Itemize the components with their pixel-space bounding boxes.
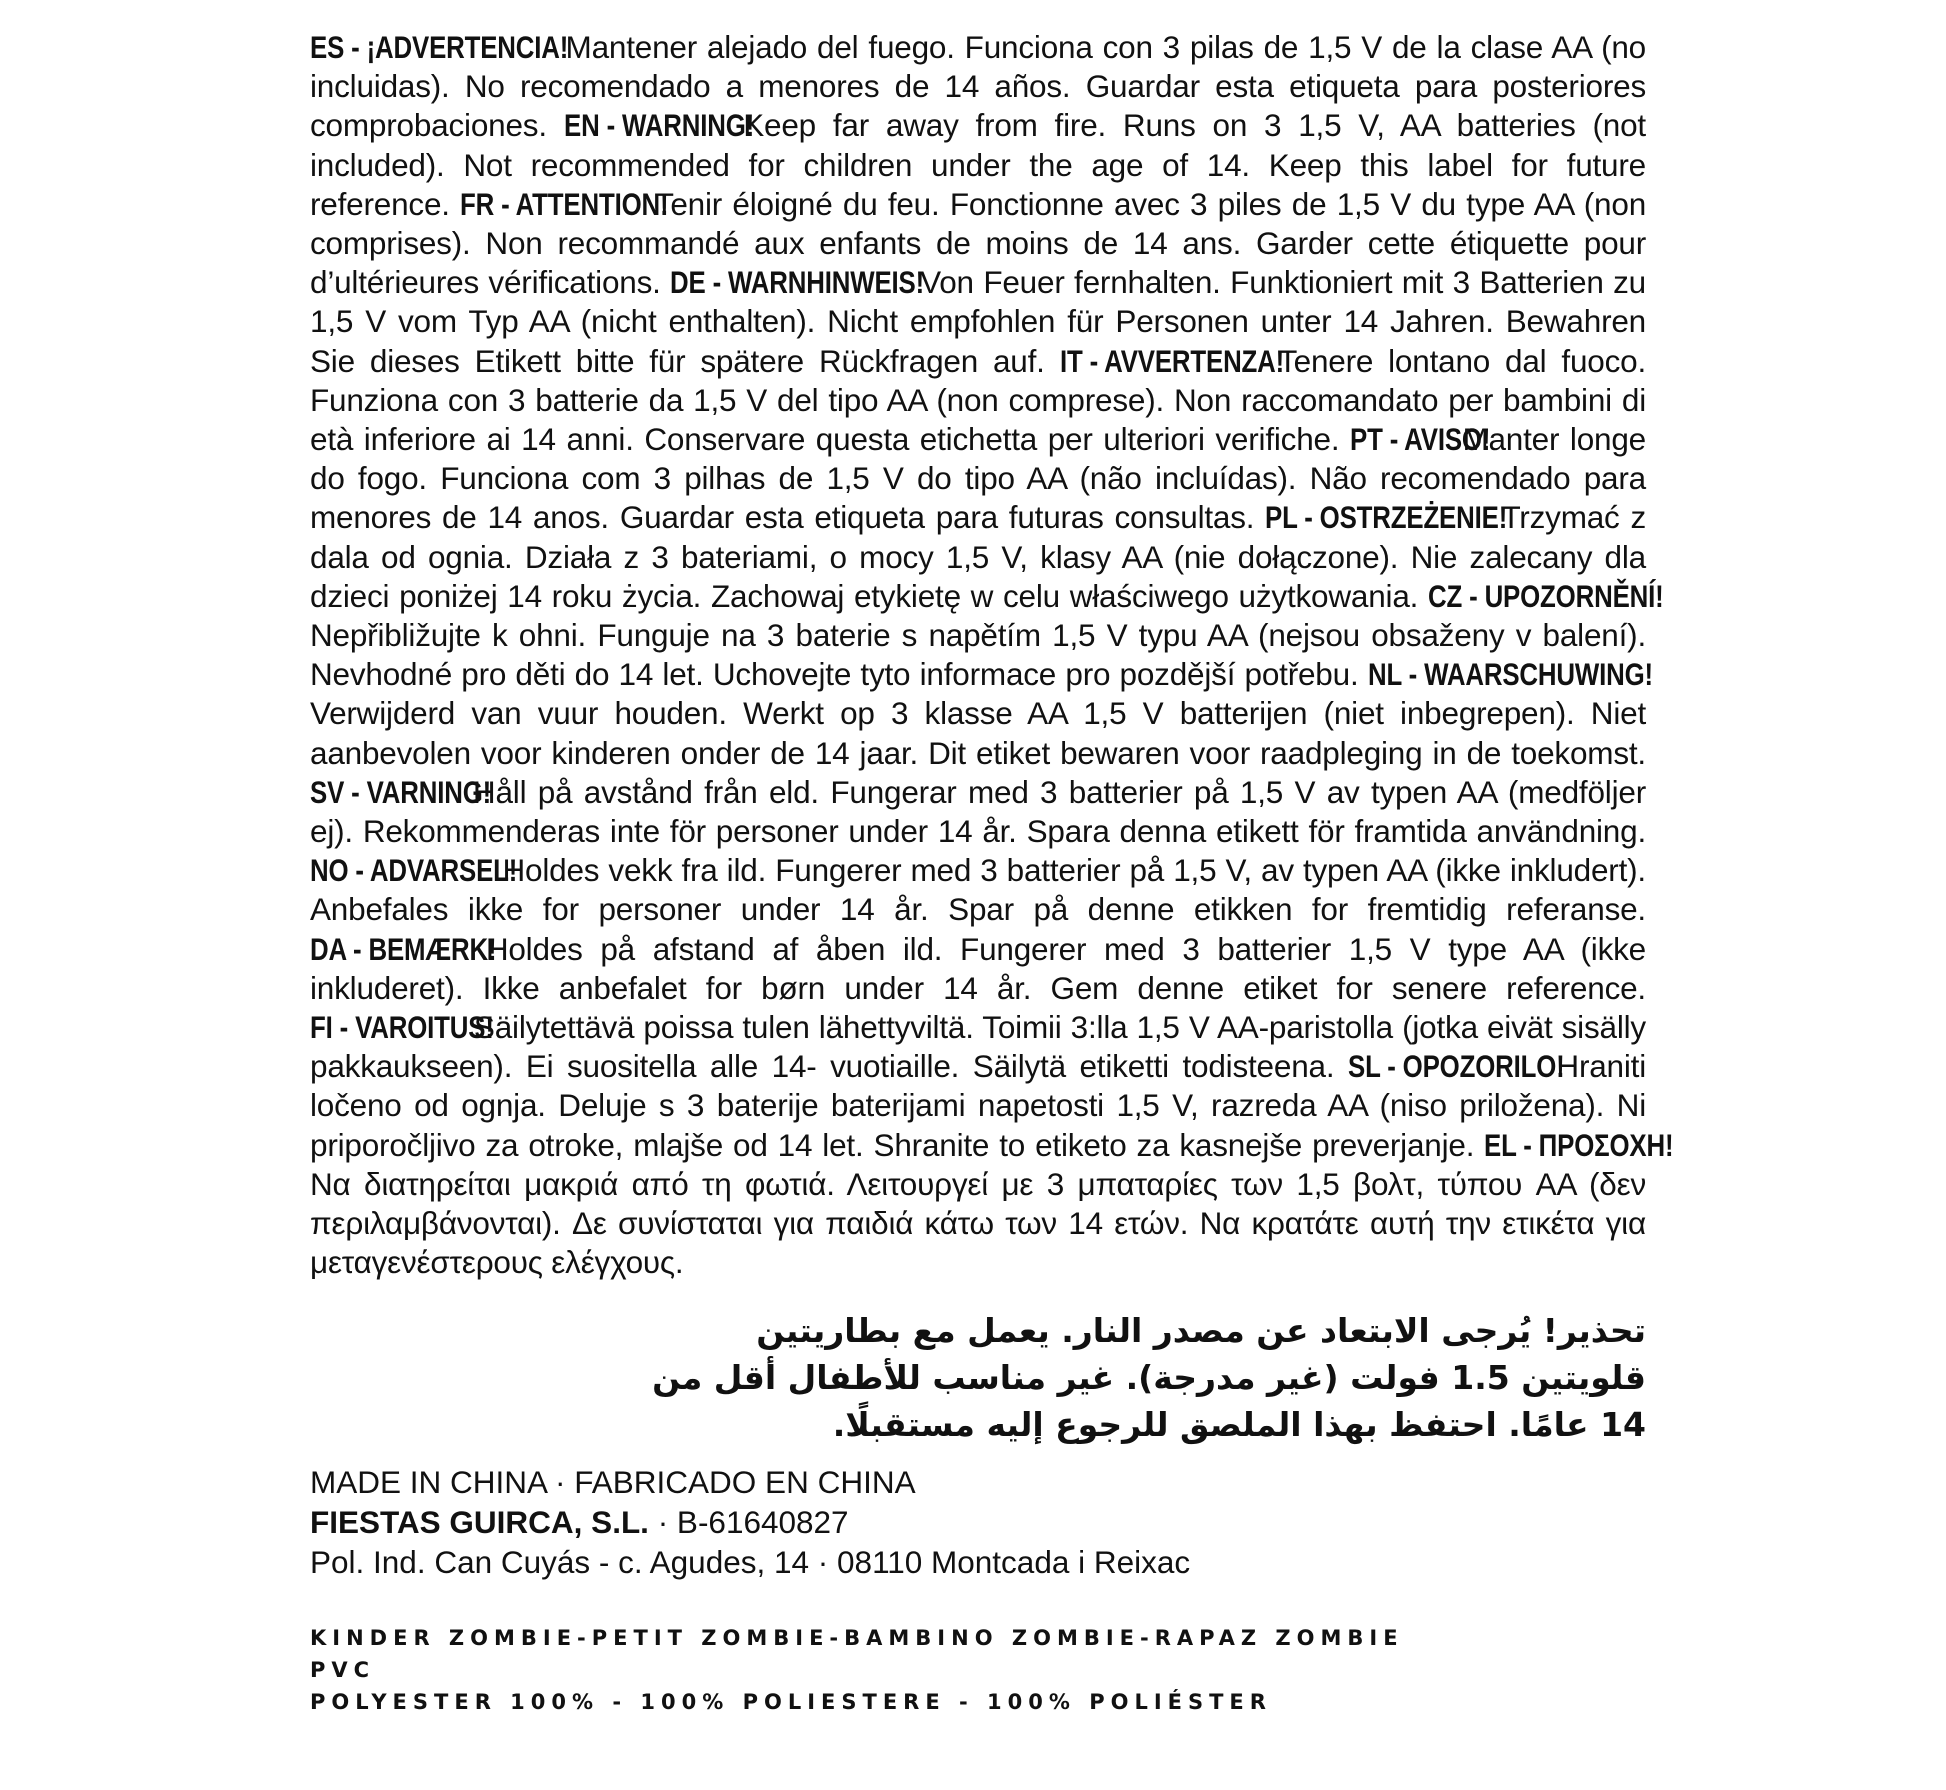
warning-text: Keep far away from fire. Runs on 3 1,5 V, AA batteries (not included). Not recommended for children under the age of 14. Keep this label for future reference. bbox=[310, 107, 1646, 222]
warning-heading: SV - VARNING! bbox=[310, 773, 492, 810]
arabic-line: قلويتين 1.5 فولت (غير مدرجة). غير مناسب للأطفال أقل من bbox=[652, 1357, 1646, 1397]
warning-text: Säilytettävä poissa tulen lähettyviltä. Toimii 3:lla 1,5 V AA-paristolla (jotka eivät sisälly pakkaukseen). Ei suositella alle 14- vuotiaille. Säilytä etiketti todisteena. bbox=[310, 1009, 1646, 1085]
warning-text: Hraniti ločeno od ognja. Deluje s 3 baterije baterijami napetosti 1,5 V, razreda AA (niso priložena). Ni priporočljivo za otroke, mlajše od 14 let. Shranite to etiketo za kasnejše preverjanje. bbox=[310, 1048, 1647, 1163]
warning-text: Verwijderd van vuur houden. Werkt op 3 klasse AA 1,5 V batterijen (niet inbegrepen). Niet aanbevolen voor kinderen onder de 14 jaar. Dit etiket bewaren voor raadpleging in de toekomst. bbox=[310, 695, 1646, 771]
product-names: KINDER ZOMBIE-PETIT ZOMBIE-BAMBINO ZOMBIE-RAPAZ ZOMBIE bbox=[310, 1625, 1404, 1650]
arabic-line: 14 عامًا. احتفظ بهذا الملصق للرجوع إليه مستقبلًا. bbox=[832, 1404, 1646, 1444]
material-polyester: POLYESTER 100% - 100% POLIESTERE - 100% POLIÉSTER bbox=[310, 1689, 1272, 1714]
warning-text: Mantener alejado del fuego. Funciona con 3 pilas de 1,5 V de la clase AA (no incluidas). No recomendado a menores de 14 años. Guardar esta etiqueta para posteriores comprobaciones. bbox=[310, 29, 1646, 144]
warning-heading: SL - OPOZORILO! bbox=[1347, 1048, 1565, 1085]
material-pvc: PVC bbox=[310, 1657, 376, 1682]
warning-sv bbox=[310, 774, 1646, 849]
warning-no bbox=[310, 852, 1646, 927]
warning-heading: EL - ΠΡΟΣΟΧΗ! bbox=[1484, 1126, 1674, 1163]
warning-text: Tenir éloigné du feu. Fonctionne avec 3 piles de 1,5 V du type AA (non comprises). Non recommandé aux enfants de moins de 14 ans. Garder cette étiquette pour d’ultérieures vérifications. bbox=[310, 185, 1647, 301]
warning-heading: NO - ADVARSEL! bbox=[310, 852, 518, 889]
warning-da bbox=[310, 931, 1646, 1006]
arabic-warning bbox=[310, 1307, 1646, 1448]
warning-text: Tenere lontano dal fuoco. Funziona con 3 batterie da 1,5 V del tipo AA (non comprese). Non raccomandato per bambini di età inferiore ai 14 anni. Conservare questa etichetta per ulteriori verifiche. bbox=[310, 342, 1647, 458]
warning-heading: PT - AVISO! bbox=[1350, 421, 1491, 458]
warning-text: Nepřibližujte k ohni. Funguje na 3 baterie s napětím 1,5 V typu AA (nejsou obsaženy v balení). Nevhodné pro děti do 14 let. Uchovejte tyto informace pro pozdější potřebu. bbox=[310, 617, 1646, 693]
warning-heading: FI - VAROITUS! bbox=[310, 1009, 494, 1046]
warning-heading: NL - WAARSCHUWING! bbox=[1367, 656, 1653, 693]
warning-text: Να διατηρείται μακριά από τη φωτιά. Λειτουργεί με 3 μπαταρίες των 1,5 βολτ, τύπου AA (δεν περιλαμβάνονται). Δε συνίσταται για παιδιά κάτω των 14 ετών. Να κρατάτε αυτή την ετικέτα για μεταγενέστερους ελέγχους. bbox=[310, 1165, 1646, 1281]
product-label bbox=[310, 28, 1674, 1718]
warning-text: Holdes på afstand af åben ild. Fungerer med 3 batterier 1,5 V type AA (ikke inkluderet). Ikke anbefalet for børn under 14 år. Gem denne etiket for senere reference. bbox=[310, 930, 1646, 1006]
warning-heading: ES - ¡ADVERTENCIA! bbox=[310, 29, 569, 65]
warning-heading: PL - OSTRZEŻENIE! bbox=[1265, 499, 1508, 536]
warning-text: Trzymać z dala od ognia. Działa z 3 bateriami, o mocy 1,5 V, klasy AA (nie dołączone). Nie zalecany dla dzieci poniżej 14 roku życia. Zachowaj etykietę w celu właściwego użytkowania. bbox=[310, 499, 1646, 614]
manufacturer-info bbox=[310, 1462, 1646, 1582]
address-line: Pol. Ind. Can Cuyás - c. Agudes, 14 · 08110 Montcada i Reixac bbox=[310, 1543, 1191, 1580]
company-id: · B-61640827 bbox=[648, 1503, 849, 1540]
warning-heading: DE - WARNHINWEIS! bbox=[670, 264, 925, 301]
warning-text: Manter longe do fogo. Funciona com 3 pilhas de 1,5 V do tipo AA (não incluídas). Não recomendado para menores de 14 anos. Guardar esta etiqueta para futuras consultas. bbox=[310, 421, 1646, 536]
warning-text: Håll på avstånd från eld. Fungerar med 3 batterier på 1,5 V av typen AA (medföljer ej). Rekommenderas inte för personer under 14 år. Spara denna etikett för framtida användning. bbox=[310, 773, 1646, 850]
warning-text: Von Feuer fernhalten. Funktioniert mit 3 Batterien zu 1,5 V vom Typ AA (nicht enthalten). Nicht empfohlen für Personen unter 14 Jahren. Bewahren Sie dieses Etikett bitte für spätere Rückfragen auf. bbox=[310, 264, 1646, 379]
materials-block bbox=[310, 1622, 1646, 1718]
warning-heading: FR - ATTENTION! bbox=[460, 185, 669, 222]
warning-heading: IT - AVVERTENZA! bbox=[1059, 342, 1284, 379]
warning-heading: EN - WARNING! bbox=[563, 107, 754, 144]
warning-text: Holdes vekk fra ild. Fungerer med 3 batterier på 1,5 V, av typen AA (ikke inkludert). Anbefales ikke for personer under 14 år. Spar på denne etikken for fremtidig referanse. bbox=[310, 852, 1646, 928]
arabic-line: تحذير! يُرجى الابتعاد عن مصدر النار. يعمل مع بطاريتين bbox=[756, 1310, 1646, 1350]
warning-heading: DA - BEMÆRK! bbox=[310, 930, 497, 967]
company-line bbox=[310, 1502, 1646, 1542]
warning-heading: CZ - UPOZORNĚNÍ! bbox=[1428, 577, 1664, 614]
company-name: FIESTAS GUIRCA, S.L. bbox=[310, 1503, 649, 1540]
warnings-paragraph bbox=[310, 28, 1674, 1283]
made-in-line: MADE IN CHINA · FABRICADO EN CHINA bbox=[310, 1463, 916, 1500]
